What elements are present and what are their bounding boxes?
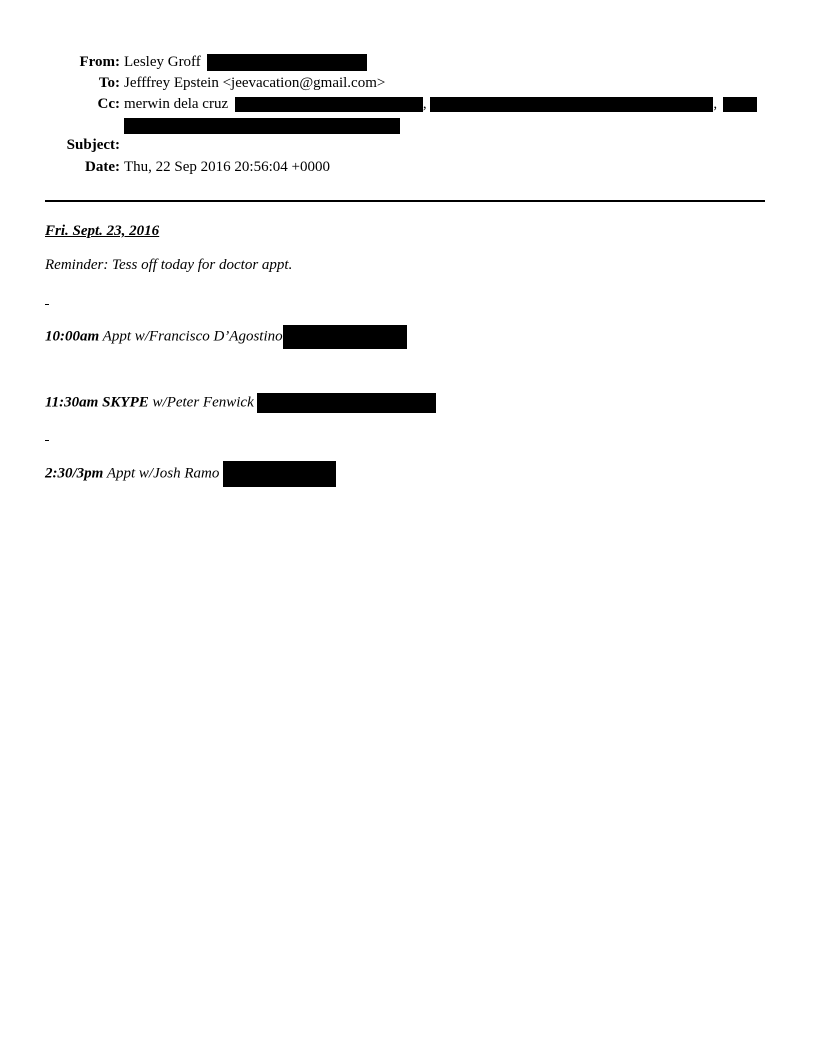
from-value [124,52,367,73]
date-value: Thu, 22 Sep 2016 20:56:04 +0000 [124,159,330,175]
empty-line-mark [45,304,49,305]
cc-row [0,94,816,115]
appointment-time: 2:30/3pm [45,465,104,482]
cc-name: merwin dela cruz [124,96,229,112]
date-row [0,157,816,178]
from-name: Lesley Groff [124,54,201,70]
cc-label: Cc: [97,96,120,112]
redaction-block [207,54,367,71]
appointment-description: Appt w/Josh Ramo [103,465,220,482]
from-label: From: [79,54,120,70]
redaction-block [124,118,400,134]
redaction-block [723,97,757,112]
appointment-time: 11:30am SKYPE [45,394,149,411]
to-row [0,73,816,94]
redaction-block [283,325,407,349]
cc-continuation [124,115,400,136]
to-label: To: [98,75,120,91]
cc-continuation-row [0,115,816,136]
cc-value [124,94,757,115]
redaction-block [430,97,713,112]
redaction-block [223,461,336,487]
redaction-block [257,393,436,413]
appointment-description: w/Peter Fenwick [148,394,254,411]
redaction-block [235,97,423,112]
subject-label: Subject: [66,137,120,153]
appointment-item [45,461,336,487]
header-divider [45,200,765,202]
empty-line-mark [45,440,49,441]
to-value: Jefffrey Epstein <jeevacation@gmail.com> [124,75,386,91]
reminder-text: Reminder: Tess off today for doctor appt. [45,257,293,273]
from-row [0,52,816,73]
subject-row [0,135,816,156]
cc-separator: , [422,96,427,112]
appointment-item [45,393,436,413]
email-header [0,52,816,178]
cc-separator: , [713,96,718,112]
date-heading: Fri. Sept. 23, 2016 [45,223,160,239]
appointment-item [45,325,407,349]
appointment-time: 10:00am [45,328,100,345]
appointment-description: Appt w/Francisco D’Agostino [99,328,283,345]
date-label: Date: [85,159,120,175]
